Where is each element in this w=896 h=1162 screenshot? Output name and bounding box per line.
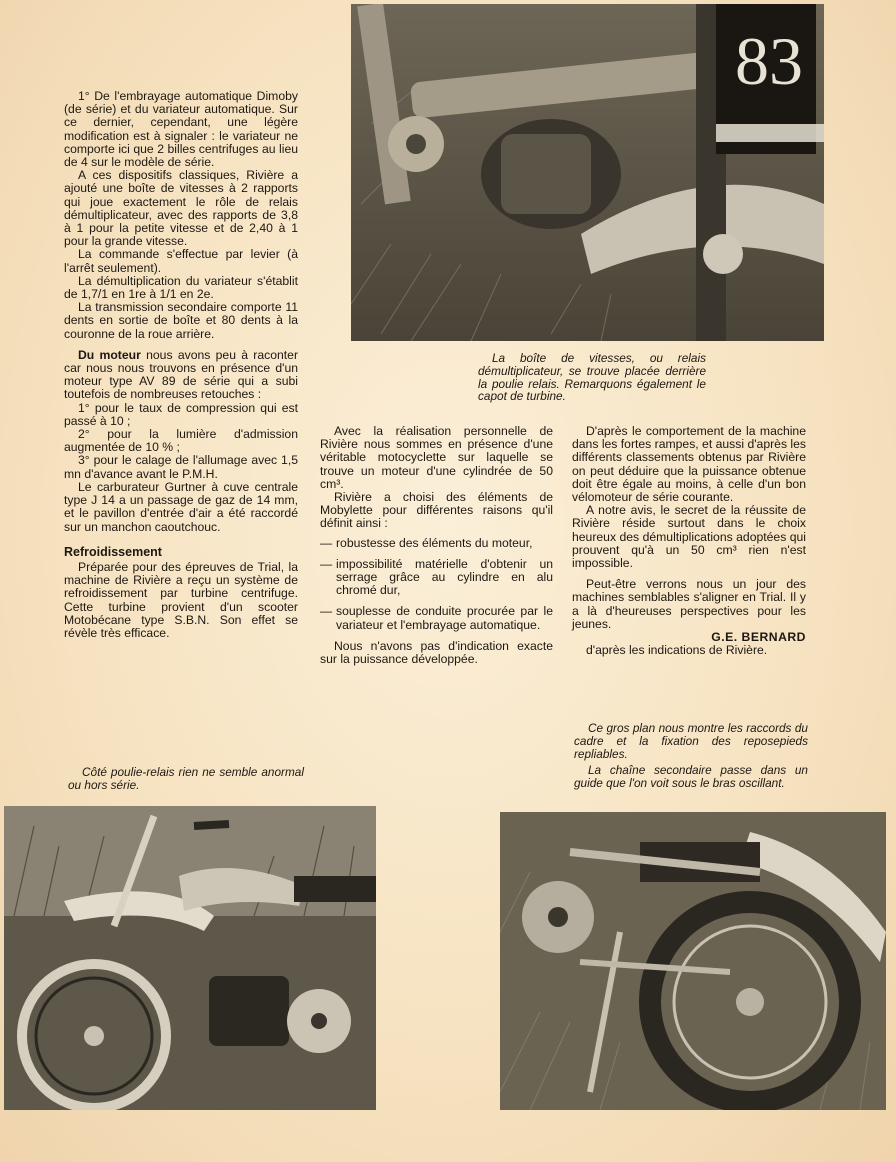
col1-para-8: 2° pour la lumière d'admission augmentée de 10 % ; [64,427,298,455]
col3-para-4: d'après les indications de Rivière. [586,643,768,658]
list-item-text: robustesse des éléments du moteur, [336,535,533,550]
caption-pulley-side-text: Côté poulie-relais rien ne semble anormal ou hors série. [68,765,304,792]
article-column-1 [64,90,298,640]
caption-pulley-side [68,766,304,792]
caption-closeup [574,722,808,790]
col1-para-1: 1° De l'embrayage automatique Dimoby (de série) et du variateur automatique. Sur ce dernier, cependant, une légère modification est à signaler : le variateur ne comporte ici que 2 billes centrifuges au lieu de 4 sur le modèle de série. [64,89,298,170]
list-item: — souplesse de conduite procurée par le variateur et l'embrayage automatique. [320,604,553,632]
col1-para-4: La démultiplication du variateur s'établit de 1,7/1 en 1re à 1/1 en 2e. [64,273,298,302]
col1-para-9: 3° pour le calage de l'allumage avec 1,5 mn d'avance avant le P.M.H. [64,453,298,481]
col3-para-1: D'après le comportement de la machine dans les fortes rampes, et aussi d'après les différents classements obtenus par Rivière on peut déduire que la puissance obtenue doit être égale au moins, à celle d'un bon vélomoteur de série courante. [572,424,807,505]
article-column-3 [572,425,806,657]
photo-gearbox [351,4,824,341]
col1-para-6-text: nous avons peu à raconter car nous nous trouvons en présence d'un moteur type AV 89 de série qui a subi toutefois de nombreuses retouches : [64,347,299,402]
plate-number: 83 [735,23,803,99]
col1-para-2: A ces dispositifs classiques, Rivière a ajouté une boîte de vitesses à 2 rapports qui joue exactement le rôle de relais démultiplicateur, avec des rapports de 3,8 à 1 pour la petite vitesse et de 2,40 à 1 pour la grande vitesse. [64,168,298,249]
caption-gearbox-text: La boîte de vitesses, ou relais démultiplicateur, se trouve placée derrière la poulie relais. Remarquons également le capot de turbine. [478,351,706,404]
col2-para-1: Avec la réalisation personnelle de Rivière nous sommes en présence d'une véritable motocyclette sur laquelle se trouve un moteur d'une cylindrée de 50 cm³. [320,424,553,491]
col3-para-2: A notre avis, le secret de la réussite de Rivière réside surtout dans le choix heureux des démultiplications adoptées qui prouvent qu'à un 50 cm³ rien n'est impossible. [572,503,806,571]
list-item-text: souplesse de conduite procurée par le variateur et l'embrayage automatique. [336,604,553,632]
col1-para-6 [64,349,298,402]
list-item-text: impossibilité matérielle d'obtenir un serrage grâce au cylindre en alu chromé dur, [336,556,553,598]
reasons-list [320,537,553,632]
caption-closeup-text-b: La chaîne secondaire passe dans un guide que l'on voit sous le bras oscillant. [574,763,808,791]
list-item: — impossibilité matérielle d'obtenir un serrage grâce au cylindre en alu chromé dur, [320,556,553,598]
photo-motorcycle-side [4,806,376,1110]
col1-para-6-lead: Du moteur [78,347,141,362]
section-heading-refroidissement: Refroidissement [64,544,162,559]
col1-para-10: Le carburateur Gurtner à cuve centrale type J 14 a un passage de gaz de 14 mm, et le pavillon d'entrée d'air a été raccordé sur un manchon caoutchouc. [64,479,298,534]
caption-closeup-text-a: Ce gros plan nous montre les raccords du cadre et la fixation des reposepieds repliables. [574,721,808,761]
col2-para-2: Rivière a choisi des éléments de Mobylette pour différentes raisons qu'il définit ainsi : [320,490,553,531]
col1-para-3: La commande s'effectue par levier (à l'arrêt seulement). [64,247,298,275]
photo-frame-closeup [500,812,886,1110]
col3-para-3: Peut-être verrons nous un jour des machines semblables s'aligner en Trial. Il y a là d'heureuses perspectives pour les jeunes. [572,577,806,631]
article-column-2 [320,425,553,666]
col2-para-3: Nous n'avons pas d'indication exacte sur la puissance développée. [320,638,553,667]
col1-para-7: 1° pour le taux de compression qui est passé à 10 ; [64,400,298,428]
author-signature: G.E. BERNARD [711,630,806,645]
col1-para-5: La transmission secondaire comporte 11 dents en sortie de boîte et 80 dents à la couronne de la roue arrière. [64,300,298,341]
col1-para-11: Préparée pour des épreuves de Trial, la machine de Rivière a reçu un système de refroidissement par turbine centrifuge. Cette turbine provient d'un scooter Motobécane type S.B.N. Son effet se révèle très efficace. [64,559,298,640]
list-item: — robustesse des éléments du moteur, [320,535,533,550]
caption-gearbox [478,352,706,403]
